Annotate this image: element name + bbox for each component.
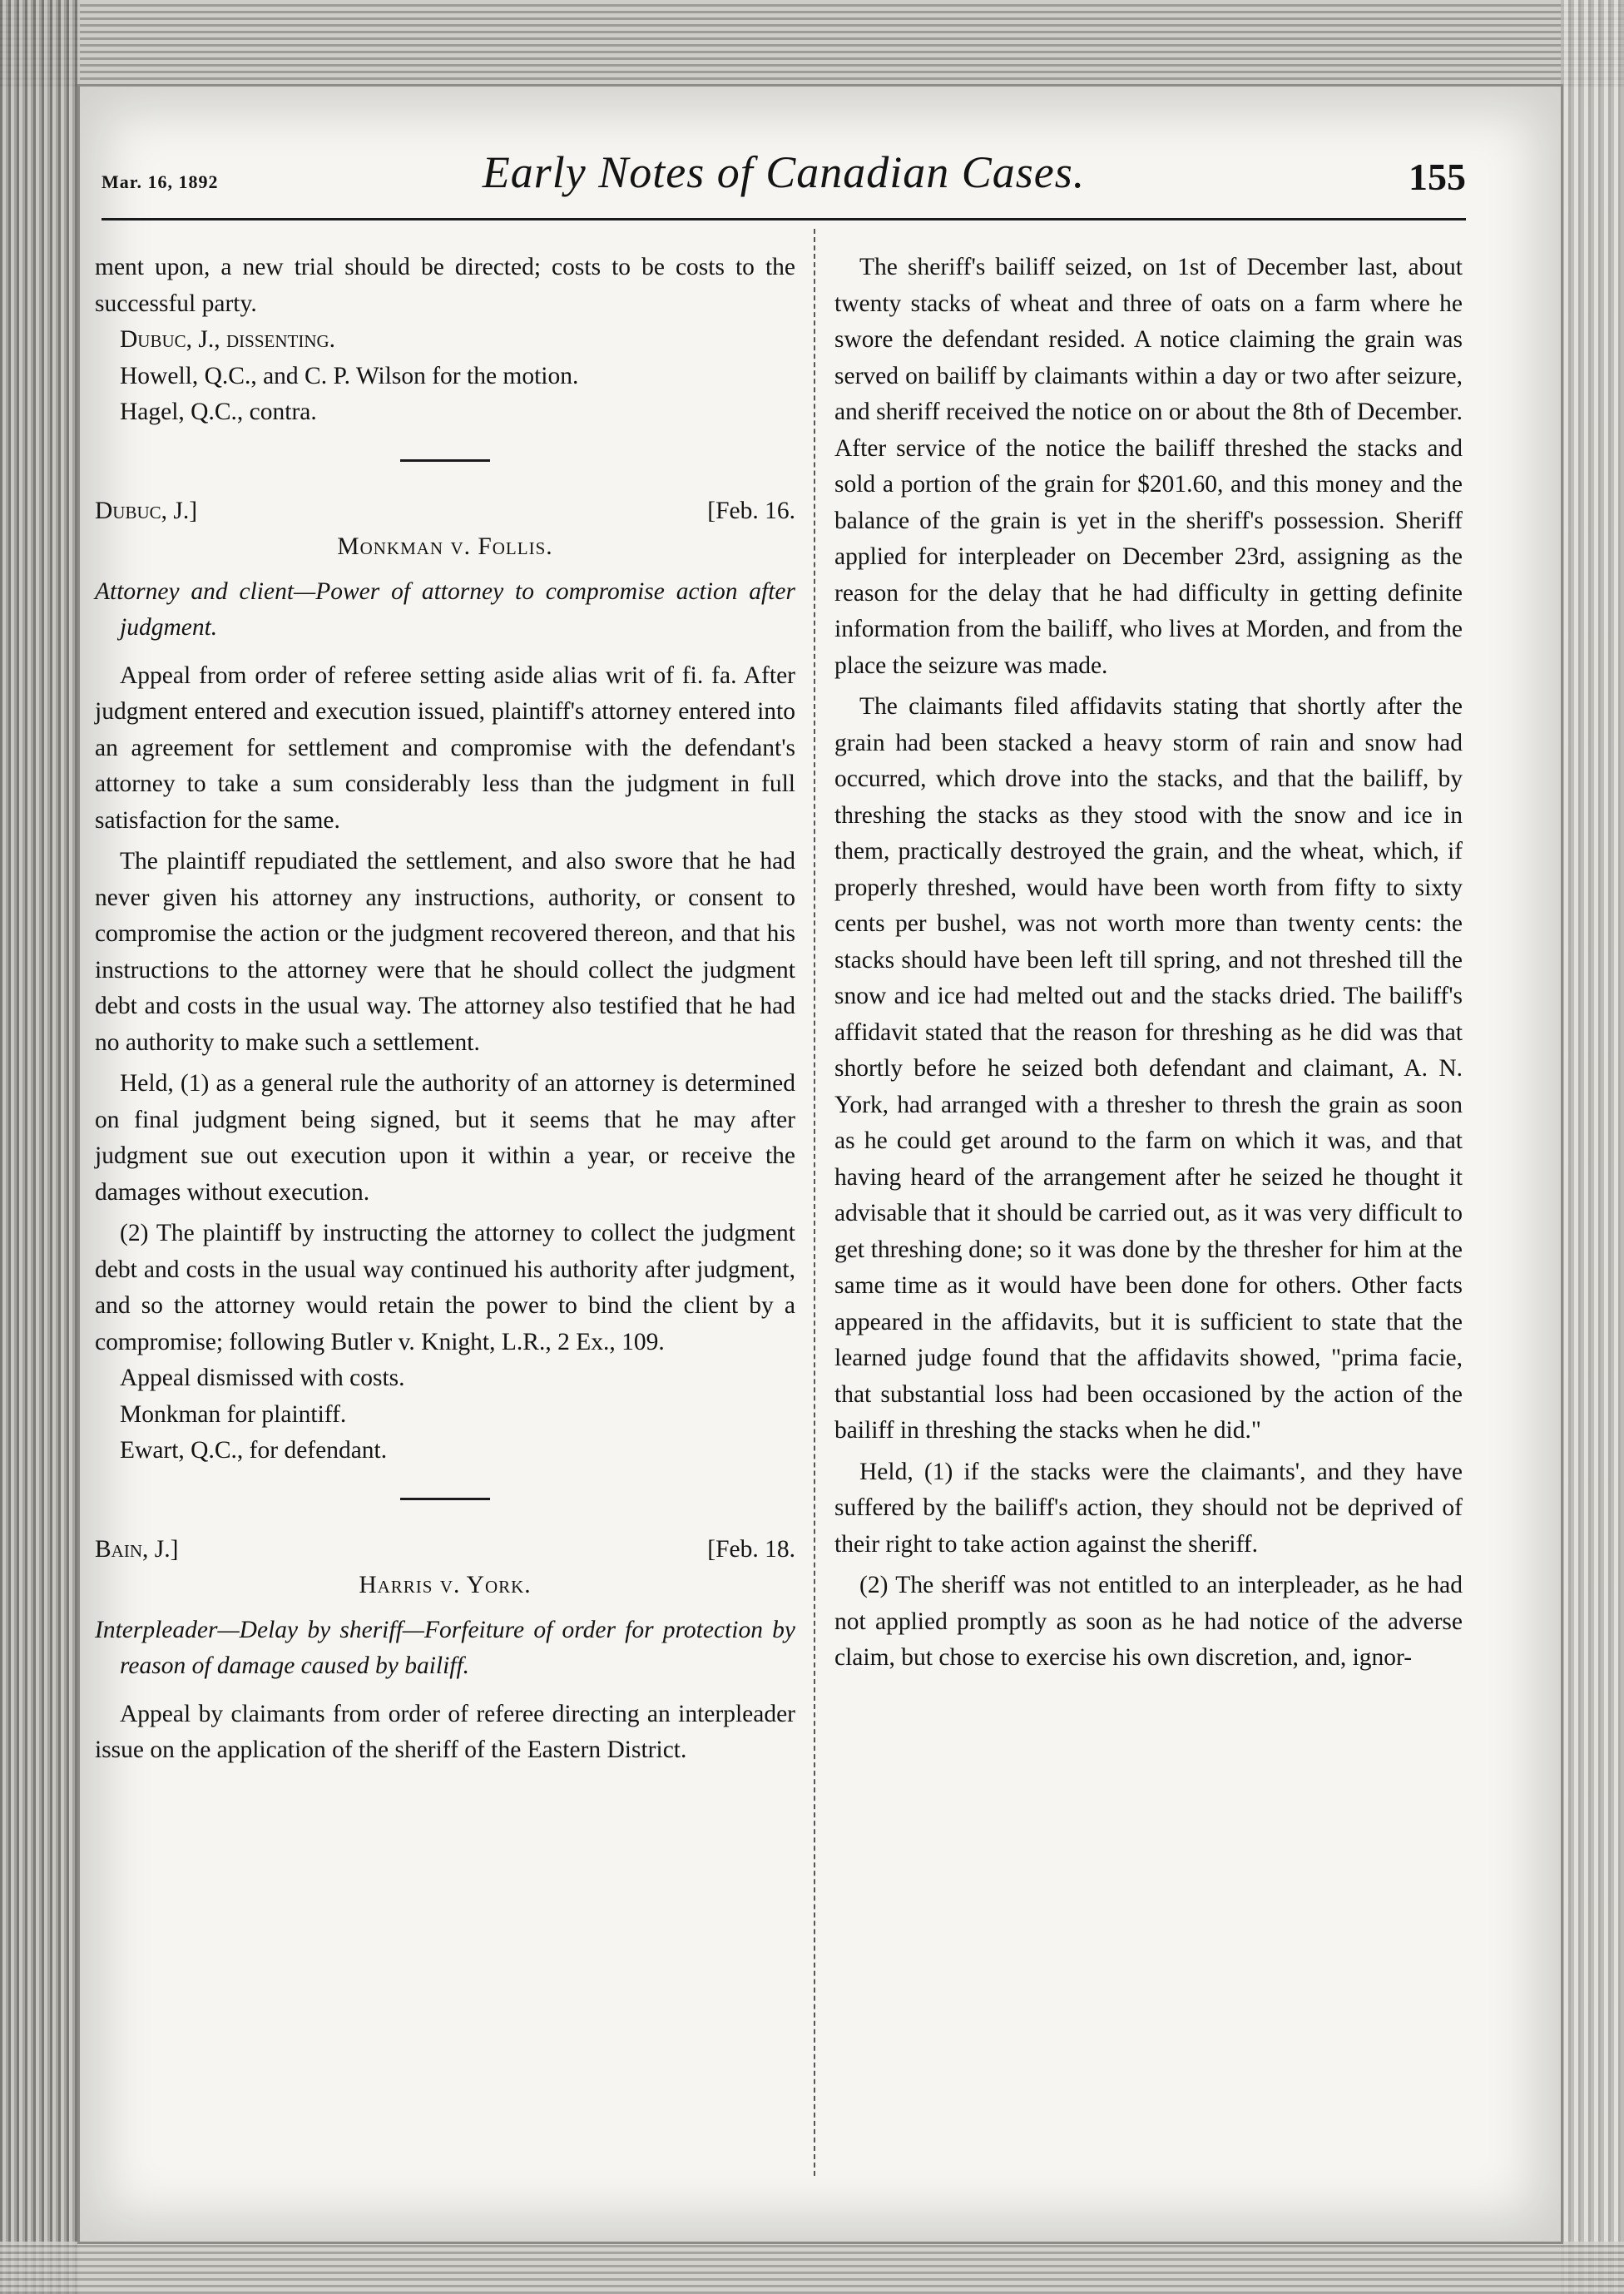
body-paragraph: The claimants filed affidavits stating that shortly after the grain had been stacked a heavy storm of rain and snow had occurred, which drove into the stacks, and that the bailiff, by threshing the stacks as they stood with the snow and ice in them, practically destroyed the grain, and the wheat, which, if properly threshed, would have been worth from fifty to sixty cents per bushel, was not worth more than twenty cents: the stacks should have been left till spring, and not threshed till the snow and ice had melted out and the stacks dried. The bailiff's affidavit stated that the reason for threshing as he did was that shortly before he seized both defendant and claimant, A. N. York, had arranged with a thresher to thresh the grain as soon as he could get around to the farm on which it was, and that having heard of the arrangement after he seized he thought it advisable that it should be carried out, as it was very difficult to get threshing done; so it was done by the thresher for him at the same time as it would have been done for others. Other facts appeared in the affidavits, but it is sufficient to state that the learned judge found that the affidavits showed, "prima facie, that substantial loss had been occasioned by the action of the bailiff in threshing the stacks when he did." (834, 693, 1463, 1444)
counsel-line: Ewart, Q.C., for defendant. (120, 1437, 388, 1464)
case-headnote: Attorney and client—Power of attorney to compromise action after judgment. (95, 577, 795, 641)
counsel-line: Howell, Q.C., and C. P. Wilson for the motion. (120, 362, 579, 389)
case-date: [Feb. 16. (707, 497, 795, 524)
body-paragraph: Appeal by claimants from order of referee directing an interpleader issue on the application of the sheriff of the Eastern District. (95, 1700, 795, 1763)
case-date: [Feb. 18. (707, 1535, 795, 1563)
continued-paragraph: ment upon, a new trial should be directed; costs to be costs to the successful party. (95, 254, 795, 317)
body-paragraph: Appeal from order of referee setting aside alias writ of fi. fa. After judgment entered and execution issued, plaintiff's attorney entered into an agreement for settlement and compromise with the defendant's attorney to take a sum considerably less than the judgment in full satisfaction for the same. (95, 661, 795, 834)
case-separator (400, 1498, 490, 1500)
body-paragraph: The sheriff's bailiff seized, on 1st of December last, about twenty stacks of wheat and three of oats on a farm where he swore the defendant resided. A notice claiming the grain was served on bailiff by claimants within a day or two after seizure, and sheriff received the notice on or about the 8th of December. After service of the notice the bailiff threshed the stacks and sold a portion of the grain for $201.60, and this money and the balance of the grain is yet in the sheriff's possession. Sheriff applied for interpleader on December 23rd, assigning as the reason for the delay that he had difficulty in getting definite information from the bailiff, who lives at Morden, and from the place the seizure was made. (834, 254, 1463, 679)
judge-name: Dubuc, J.] (95, 497, 198, 524)
case-title: Monkman v. Follis. (337, 533, 553, 560)
case-title: Harris v. York. (359, 1572, 532, 1598)
scan-border-right (1561, 0, 1624, 2294)
scan-border-top (0, 0, 1624, 87)
dissent-note: Dubuc, J., dissenting. (120, 326, 336, 353)
case-judge-line (95, 493, 795, 530)
header-date: Mar. 16, 1892 (102, 171, 219, 192)
counsel-line: Hagel, Q.C., contra. (120, 399, 317, 425)
body-paragraph: The plaintiff repudiated the settlement, and also swore that he had never given his attorney any instructions, authority, or consent to compromise the action or the judgment recovered thereon, and that his instructions to the attorney were that he should collect the judgment debt and costs in the usual way. The attorney also testified that he had no authority to make such a settlement. (95, 848, 795, 1056)
holding-paragraph: (2) The sheriff was not entitled to an interpleader, as he had not applied promptly as soon as he had notice of the adverse claim, but chose to exercise his own discretion, and, ignor- (834, 1572, 1463, 1671)
counsel-line: Monkman for plaintiff. (120, 1400, 347, 1428)
header-rule (102, 218, 1466, 220)
result-line: Appeal dismissed with costs. (120, 1365, 405, 1391)
left-column (95, 250, 795, 1774)
holding-paragraph: Held, (1) if the stacks were the claimants', and they have suffered by the bailiff's action, they should not be deprived of their right to take action against the sheriff. (834, 1458, 1463, 1558)
page-number: 155 (1409, 156, 1466, 198)
case-headnote: Interpleader—Delay by sheriff—Forfeiture of order for protection by reason of damage caused by bailiff. (95, 1616, 795, 1679)
scan-border-bottom (0, 2242, 1624, 2294)
running-header (102, 146, 1466, 213)
header-title: Early Notes of Canadian Cases. (482, 147, 1086, 197)
case-separator (400, 459, 490, 462)
holding-paragraph: (2) The plaintiff by instructing the attorney to collect the judgment debt and costs in the usual way continued his authority after judgment, and so the attorney would retain the power to bind the client by a compromise; following Butler v. Knight, L.R., 2 Ex., 109. (95, 1220, 795, 1355)
case-judge-line (95, 1532, 795, 1568)
column-divider (814, 229, 815, 2176)
right-column (834, 250, 1463, 1682)
judge-name: Bain, J.] (95, 1535, 179, 1563)
scan-border-left (0, 0, 80, 2294)
holding-paragraph: Held, (1) as a general rule the authority of an attorney is determined on final judgment being signed, but it seems that he may after judgment sue out execution upon it within a year, or receive the damages without execution. (95, 1070, 795, 1206)
